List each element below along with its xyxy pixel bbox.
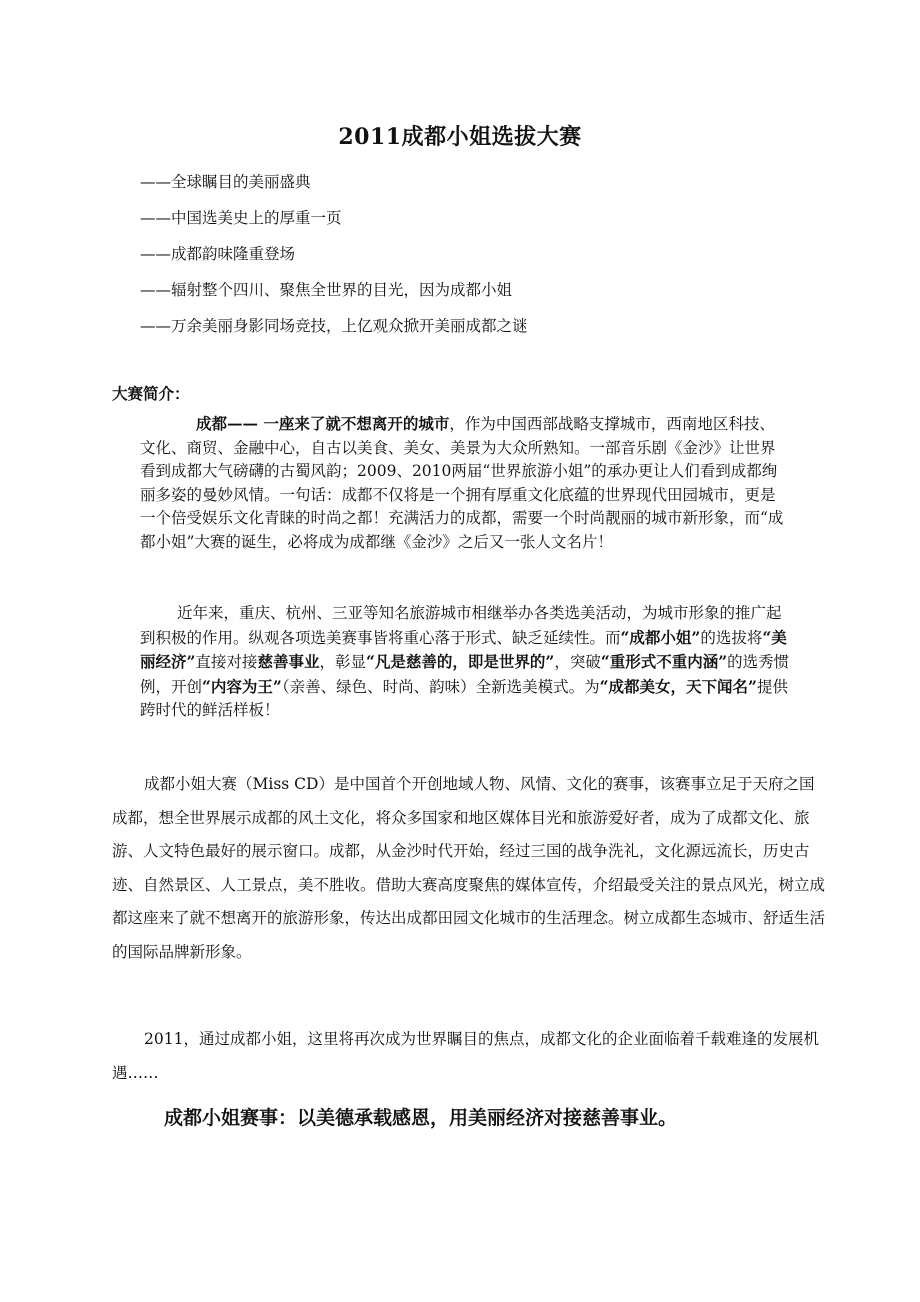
emphasis-text: “重形式不重内涵” [600,652,728,672]
paragraph-text: 直接对接 [195,653,258,672]
paragraph-text: 提供跨时代的鲜活样板！ [140,677,788,720]
subtitle-line: ——全球瞩目的美丽盛典 [140,173,311,191]
subtitle-line: ——辐射整个四川、聚焦全世界的目光，因为成都小姐 [140,281,513,299]
emphasis-text: 慈善事业 [257,652,320,672]
body-paragraph-3: 成都小姐大赛（Miss CD）是中国首个开创地域人物、风情、文化的赛事，该赛事立足于天府之国成都，想全世界展示成都的风土文化，将众多国家和地区媒体目光和旅游爱好者，成为了成都文化、旅游、人文特色最好的展示窗口。成都，从金沙时代开始，经过三国的战争洗礼，文化源远流长，历史古迹、自然景区、人工景点，美不胜收。借助大赛高度聚焦的媒体宣传，介绍最受关注的景点风光，树立成都这座来了就不想离开的旅游形象，传达出成都田园文化城市的生活理念。树立成都生态城市、舒适生活的国际品牌新形象。 [112,775,826,961]
paragraph-text: （亲善、绿色、时尚、韵味）全新选美模式。为 [281,677,600,696]
intro-paragraph-1 [140,412,790,555]
intro-heading: 大赛简介： [112,384,190,403]
paragraph-text: ，突破 [554,653,601,672]
intro-lead-bold: 成都—— 一座来了就不想离开的城市 [196,414,450,433]
body-paragraph-4: 2011，通过成都小姐，这里将再次成为世界瞩目的焦点，成都文化的企业面临着千载难逢的发展机遇…… [112,1030,819,1082]
intro-paragraph-2 [140,602,790,723]
intro-paragraph-1-text: ，作为中国西部战略支撑城市，西南地区科技、文化、商贸、金融中心，自古以美食、美女、美景为大众所熟知。一部音乐剧《金沙》让世界看到成都大气磅礴的古蜀风韵；2009、2010两届“世界旅游小姐”的承办更让人们看到成都绚丽多姿的曼妙风情。一句话：成都不仅将是一个拥有厚重文化底蕴的世界现代田园城市，更是一个倍受娱乐文化青睐的时尚之都！充满活力的成都，需要一个时尚靓丽的城市新形象，而“成都小姐”大赛的诞生，必将成为成都继《金沙》之后又一张人文名片！ [140,415,784,551]
paragraph-text: 的选秀惯例，开创 [140,653,790,696]
page-title: 2011成都小姐选拔大赛 [338,124,582,150]
subtitle-line: ——万余美丽身影同场竞技，上亿观众掀开美丽成都之谜 [140,317,528,335]
subtitle-list [140,164,840,344]
subtitle-line: ——成都韵味隆重登场 [140,245,296,263]
emphasis-text: “成都小姐” [620,627,701,647]
emphasis-text: “成都美女，天下闻名” [599,676,757,696]
slogan: 成都小姐赛事：以美德承载感恩，用美丽经济对接慈善事业。 [164,1107,678,1129]
subtitle-line: ——中国选美史上的厚重一页 [140,209,342,227]
emphasis-text: “美丽经济” [140,627,787,672]
emphasis-text: “内容为王” [202,676,282,696]
paragraph-text: ，彰显 [319,653,366,672]
paragraph-text: 近年来，重庆、杭州、三亚等知名旅游城市相继举办各类选美活动，为城市形象的推广起到积极的作用。纵观各项选美赛事皆将重心落于形式、缺乏延续性。而 [140,604,782,647]
paragraph-text: 的选拔将 [700,628,763,647]
emphasis-text: “凡是慈善的，即是世界的” [365,652,555,672]
